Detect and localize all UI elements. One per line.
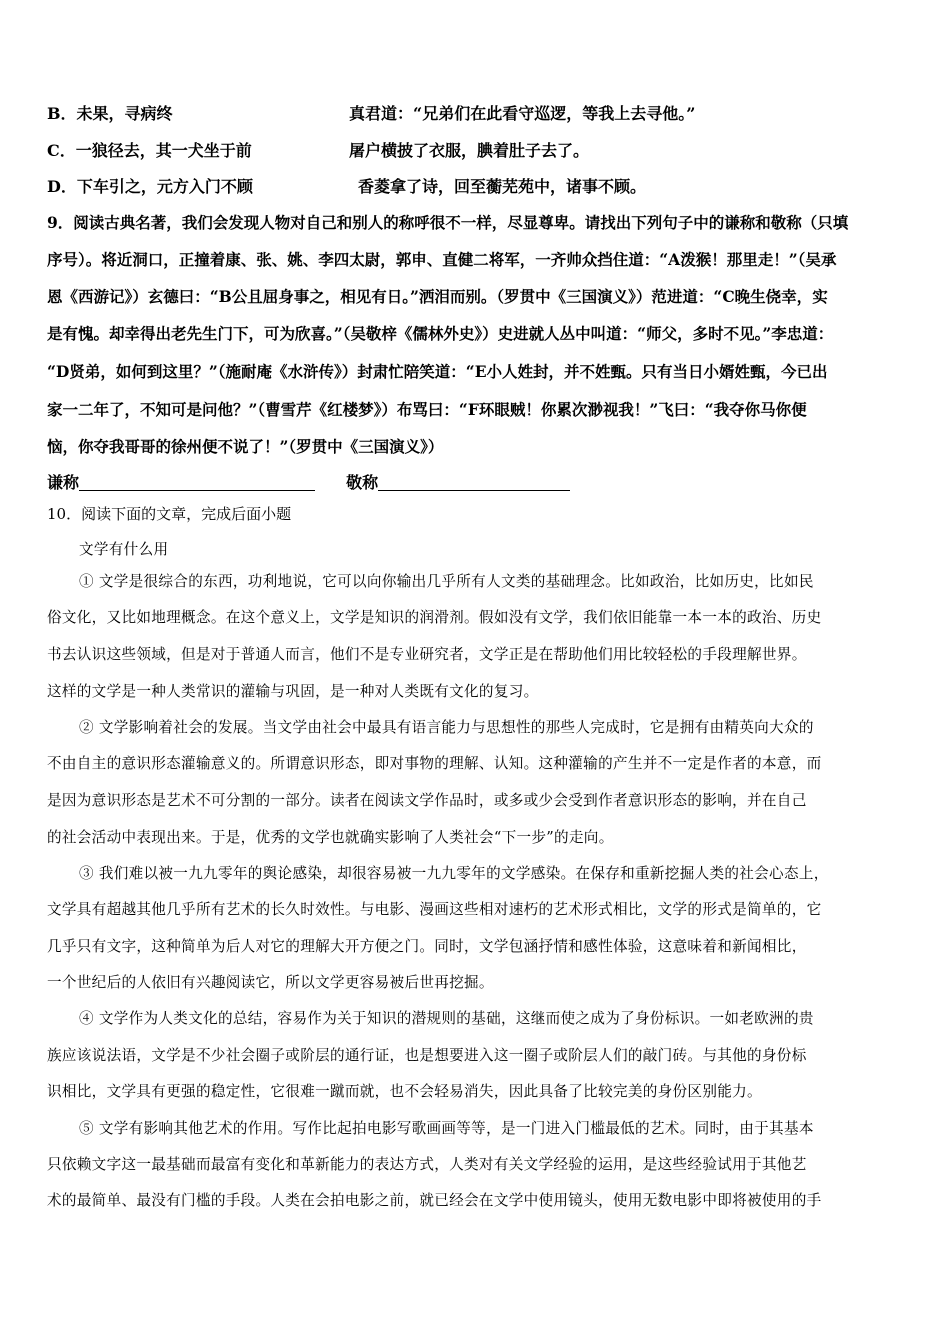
respect-label: 敬称 [346, 473, 379, 492]
article-line: 族应该说法语，文学是不少社会圈子或阶层的通行证，也是想要进入这一圈子或阶层人们的敲门砖。与其他的身份标 [47, 1047, 807, 1064]
question-9-line: 是有愧。却幸得出老先生门下，可为欣喜。”（吴敬梓《儒林外史》）史进就人丛中叫道：“师父，多时不见。”李忠道： [47, 324, 834, 343]
option-b-right: 真君道：“兄弟们在此看守巡逻，等我上去寻他。” [349, 104, 696, 123]
article-line: ③ 我们难以被一九九零年的舆论感染，却很容易被一九九零年的文学感染。在保存和重新挖掘人类的社会心态上， [79, 865, 829, 882]
article-line: ① 文学是很综合的东西，功利地说，它可以向你输出几乎所有人文类的基础理念。比如政治，比如历史，比如民 [79, 573, 814, 590]
article-line: ④ 文学作为人类文化的总结，容易作为关于知识的潜规则的基础，这继而使之成为了身份标识。一如老欧洲的贵 [79, 1010, 814, 1027]
article-line: 几乎只有文字，这种简单为后人对它的理解大开方便之门。同时，文学包涵抒情和感性体验，这意味着和新闻相比， [47, 938, 807, 955]
article-line: 术的最简单、最没有门槛的手段。人类在会拍电影之前，就已经会在文学中使用镜头，使用无数电影中即将被使用的手 [47, 1192, 822, 1209]
humble-label: 谦称 [47, 473, 80, 492]
article-line: 的社会活动中表现出来。于是，优秀的文学也就确实影响了人类社会“下一步”的走向。 [47, 829, 614, 846]
respect-answer-blank[interactable] [378, 474, 570, 491]
question-9-line: 9．阅读古典名著，我们会发现人物对自己和别人的称呼很不一样，尽显尊卑。请找出下列句子中的谦称和敬称（只填 [47, 213, 849, 232]
article-line: 文学具有超越其他几乎所有艺术的长久时效性。与电影、漫画这些相对速朽的艺术形式相比，文学的形式是简单的，它 [47, 901, 822, 918]
answer-row [47, 470, 570, 493]
article-line: ⑤ 文学有影响其他艺术的作用。写作比起拍电影写歌画画等等，是一门进入门槛最低的艺术。同时，由于其基本 [79, 1120, 814, 1137]
question-9-line: 恩《西游记》）玄德曰：“B公且屈身事之，相见有日。”洒泪而别。（罗贯中《三国演义》）范进道：“C晚生侥幸，实 [47, 287, 828, 306]
question-10-prompt: 10．阅读下面的文章，完成后面小题 [47, 505, 292, 523]
option-d-right: 香菱拿了诗，回至蘅芜苑中，诸事不顾。 [358, 177, 647, 196]
article-line: 这样的文学是一种人类常识的灌输与巩固，是一种对人类既有文化的复习。 [47, 683, 539, 700]
article-line: 识相比，文学具有更强的稳定性，它很难一蹴而就，也不会轻易消失，因此具备了比较完美的身份区别能力。 [47, 1083, 762, 1100]
option-d-left: D．下车引之，元方入门不顾 [47, 177, 253, 196]
article-title: 文学有什么用 [79, 541, 169, 558]
option-c-right: 屠户横披了衣服，腆着肚子去了。 [349, 141, 590, 160]
article-line: 一个世纪后的人依旧有兴趣阅读它，所以文学更容易被后世再挖掘。 [47, 974, 494, 991]
humble-answer-blank[interactable] [79, 474, 315, 491]
question-9-line: 序号）。将近洞口，正撞着康、张、姚、李四太尉，郭申、直健二将军，一齐帅众挡住道：“A泼猴！那里走！”（吴承 [47, 250, 837, 269]
article-line: 书去认识这些领域，但是对于普通人而言，他们不是专业研究者，文学正是在帮助他们用比较轻松的手段理解世界。 [47, 646, 807, 663]
option-c-left: C．一狼径去，其一犬坐于前 [47, 141, 252, 160]
article-line: 是因为意识形态是艺术不可分割的一部分。读者在阅读文学作品时，或多或少会受到作者意识形态的影响，并在自己 [47, 792, 807, 809]
question-9-line: “D贤弟，如何到这里？”（施耐庵《水浒传》）封肃忙陪笑道：“E小人姓封，并不姓甄。只有当日小婿姓甄，今已出 [47, 362, 828, 381]
option-b-left: B．未果，寻病终 [47, 104, 173, 123]
question-9-line: 家一二年了，不知可是问他？”（曹雪芹《红楼梦》）布骂曰：“F环眼贼！你累次渺视我！”飞曰：“我夺你马你便 [47, 400, 807, 419]
article-line: 只依赖文字这一最基础而最富有变化和革新能力的表达方式，人类对有关文学经验的运用，是这些经验试用于其他艺 [47, 1156, 807, 1173]
article-line: 不由自主的意识形态灌输意义的。所谓意识形态，即对事物的理解、认知。这种灌输的产生并不一定是作者的本意，而 [47, 755, 822, 772]
article-line: 俗文化，又比如地理概念。在这个意义上，文学是知识的润滑剂。假如没有文学，我们依旧能靠一本一本的政治、历史 [47, 609, 822, 626]
question-9-line: 恼，你夺我哥哥的徐州便不说了！”（罗贯中《三国演义》） [47, 437, 444, 456]
article-line: ② 文学影响着社会的发展。当文学由社会中最具有语言能力与思想性的那些人完成时，它是拥有由精英向大众的 [79, 719, 814, 736]
